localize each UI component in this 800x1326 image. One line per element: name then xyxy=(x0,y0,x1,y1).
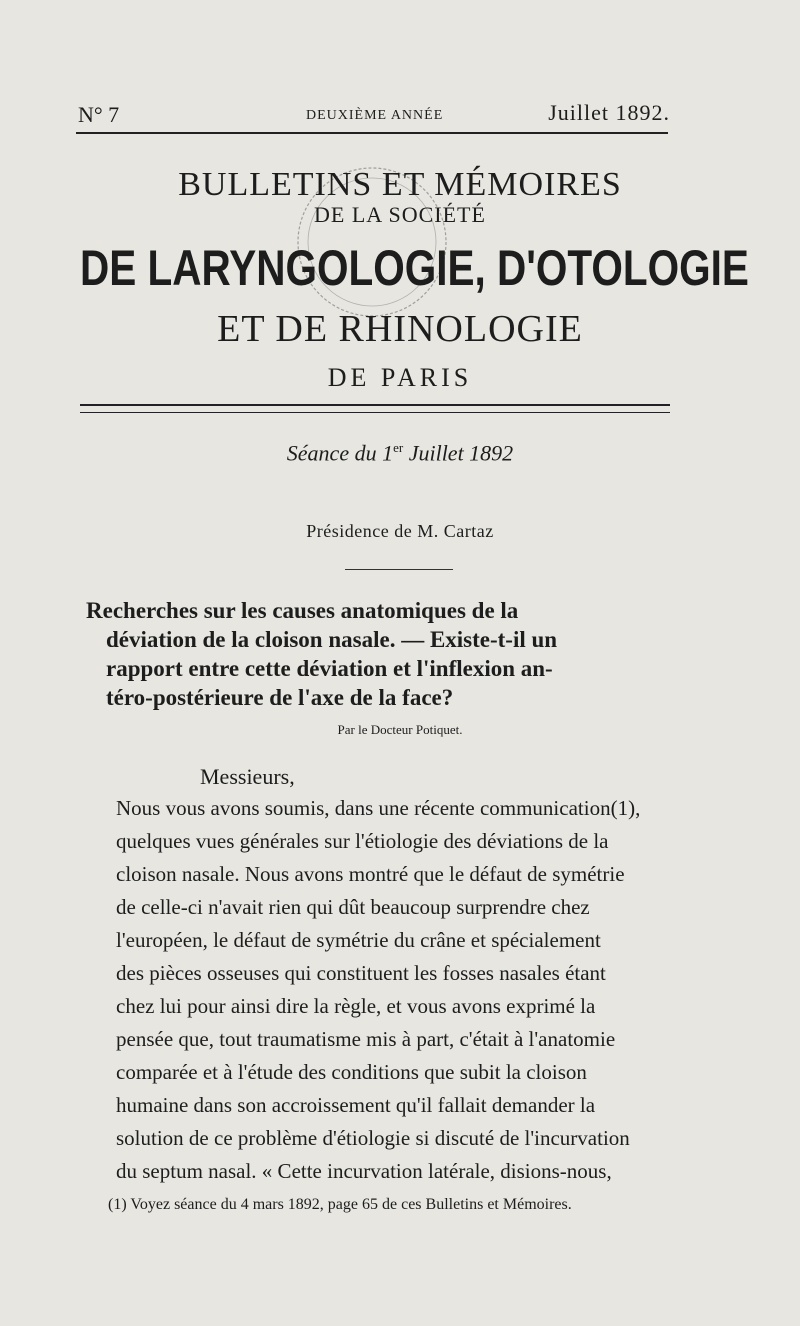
session-date xyxy=(0,440,800,466)
article-title xyxy=(86,596,686,712)
body-line: quelques vues générales sur l'étiologie des déviations de la xyxy=(116,829,609,853)
title-rule-thick xyxy=(80,404,670,406)
body-line: de celle-ci n'avait rien qui dût beaucoup surprendre chez xyxy=(116,895,590,919)
article-title-line: déviation de la cloison nasale. — Existe-t-il un xyxy=(106,627,558,652)
title-line-4: ET DE RHINOLOGIE xyxy=(217,308,583,350)
body-line: comparée et à l'étude des conditions que subit la cloison xyxy=(116,1060,587,1084)
body-line: Nous vous avons soumis, dans une récente communication(1), xyxy=(116,796,641,820)
article-title-line: Recherches sur les causes anatomiques de la xyxy=(86,598,519,623)
header-rule xyxy=(76,132,668,134)
body-line: cloison nasale. Nous avons montré que le défaut de symétrie xyxy=(116,862,625,886)
section-divider xyxy=(345,569,453,570)
body-line: des pièces osseuses qui constituent les fosses nasales étant xyxy=(116,961,606,985)
title-line-5: DE PARIS xyxy=(327,363,473,392)
article-title-line: rapport entre cette déviation et l'inflexion an- xyxy=(106,656,553,681)
body-line: pensée que, tout traumatisme mis à part, c'était à l'anatomie xyxy=(116,1027,616,1051)
presidence: Présidence de M. Cartaz xyxy=(306,521,494,541)
salutation: Messieurs, xyxy=(200,764,295,789)
session-suffix: Juillet 1892 xyxy=(403,440,514,466)
body-line: du septum nasal. « Cette incurvation latérale, disions-nous, xyxy=(116,1159,612,1183)
body-line: solution de ce problème d'étiologie si discuté de l'incurvation xyxy=(116,1126,630,1150)
session-prefix: Séance du 1 xyxy=(286,440,394,466)
title-line-2: DE LA SOCIÉTÉ xyxy=(314,202,486,227)
session-sup: er xyxy=(393,440,404,455)
body-line: chez lui pour ainsi dire la règle, et vous avons exprimé la xyxy=(116,994,596,1018)
volume-year: DEUXIÈME ANNÉE xyxy=(306,108,444,123)
body-line: l'européen, le défaut de symétrie du crâne et spécialement xyxy=(116,928,601,952)
title-line-1: BULLETINS ET MÉMOIRES xyxy=(178,166,622,203)
body-text xyxy=(116,792,686,1188)
issue-date: Juillet 1892. xyxy=(548,100,670,125)
article-title-line: téro-postérieure de l'axe de la face? xyxy=(106,685,454,710)
title-line-3: DE LARYNGOLOGIE, D'OTOLOGIE xyxy=(80,240,749,296)
running-header xyxy=(78,100,670,130)
byline: Par le Docteur Potiquet. xyxy=(337,722,463,737)
body-line: humaine dans son accroissement qu'il fallait demander la xyxy=(116,1093,596,1117)
issue-number: N° 7 xyxy=(78,102,120,127)
title-rule-thin xyxy=(80,412,670,413)
footnote: (1) Voyez séance du 4 mars 1892, page 65 de ces Bulletins et Mémoires. xyxy=(108,1196,572,1213)
